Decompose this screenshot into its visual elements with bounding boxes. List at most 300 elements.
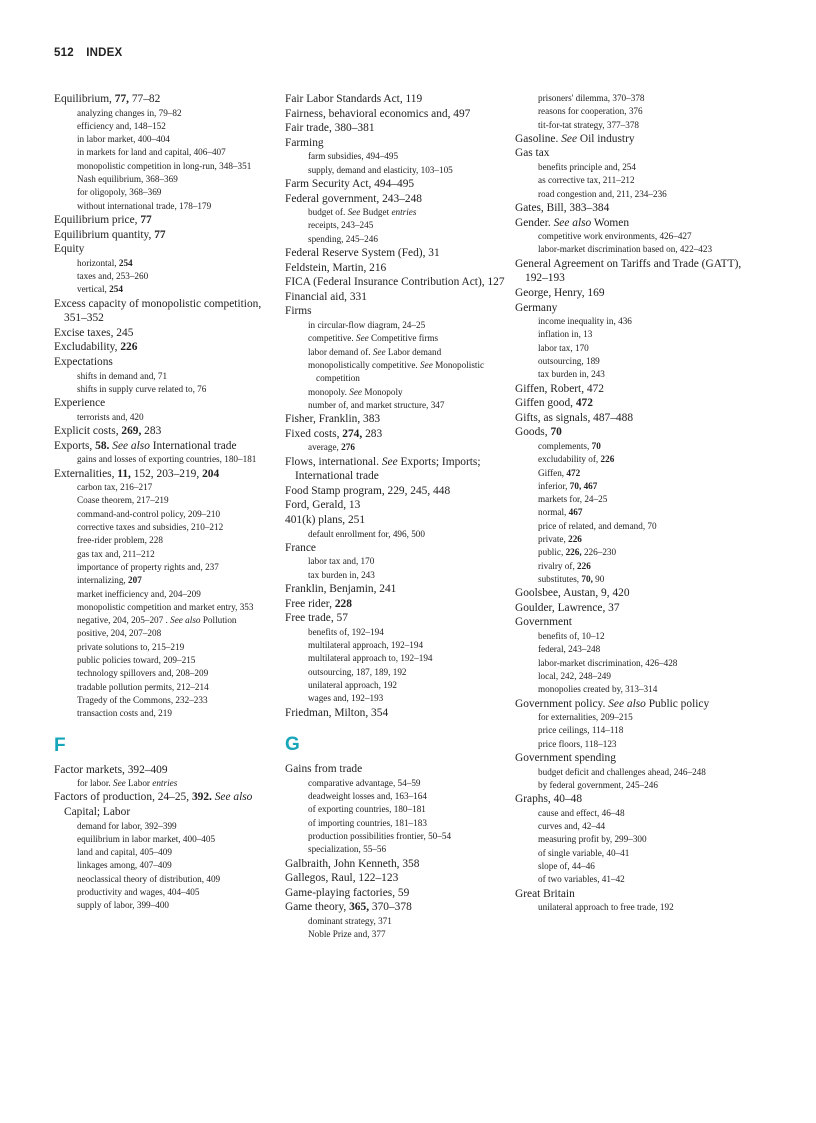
entry-term: of importing countries, 181–183 xyxy=(308,817,427,828)
entry-term: carbon tax, 216–217 xyxy=(77,482,153,493)
entry-term: for externalities, 209–215 xyxy=(538,712,633,723)
index-subentry xyxy=(54,283,266,296)
index-subentry xyxy=(285,555,505,568)
entry-term: Explicit costs, xyxy=(54,425,122,438)
entry-term: labor tax and, 170 xyxy=(308,556,375,567)
index-subentry xyxy=(54,707,266,720)
index-subentry xyxy=(54,548,266,561)
entry-pages: 77 xyxy=(140,213,152,226)
entry-term: Food Stamp program, 229, 245, 448 xyxy=(285,484,451,497)
index-subentry xyxy=(285,915,505,928)
entry-pages: See Budget entries xyxy=(347,207,417,218)
entry-term: tax burden in, 243 xyxy=(538,369,605,380)
entry-pages: 228 xyxy=(334,597,352,610)
entry-pages: See Oil industry xyxy=(561,132,635,145)
index-entry xyxy=(515,425,747,440)
entry-term: in circular-flow diagram, 24–25 xyxy=(308,320,426,331)
entry-term: corrective taxes and subsidies, 210–212 xyxy=(77,522,224,533)
index-entry xyxy=(54,424,266,439)
entry-pages: 226 xyxy=(568,534,582,545)
entry-term: George, Henry, 169 xyxy=(515,286,605,299)
entry-term: as corrective tax, 211–212 xyxy=(538,175,635,186)
index-entry xyxy=(54,297,266,326)
entry-term: Gas tax xyxy=(515,147,550,160)
index-subentry xyxy=(515,657,747,670)
index-subentry xyxy=(285,639,505,652)
entry-term: benefits principle and, 254 xyxy=(538,162,636,173)
entry-term: in markets for land and capital, 406–407 xyxy=(77,147,226,158)
entry-term: tax burden in, 243 xyxy=(308,569,375,580)
page-number: 512 xyxy=(54,47,74,59)
index-entry xyxy=(285,900,505,915)
entry-term: default enrollment for, 496, 500 xyxy=(308,528,425,539)
index-entry xyxy=(285,706,505,721)
index-subentry xyxy=(54,833,266,846)
index-subentry xyxy=(515,480,747,493)
entry-pages: 207 xyxy=(128,575,142,586)
entry-term: Experience xyxy=(54,397,106,410)
entry-term: in labor market, 400–404 xyxy=(77,134,170,145)
entry-term: price floors, 118–123 xyxy=(538,738,617,749)
entry-term: Giffen good, xyxy=(515,397,576,410)
index-entry xyxy=(285,275,505,290)
index-subentry xyxy=(285,332,505,345)
index-subentry xyxy=(285,790,505,803)
entry-pages: See Labor demand xyxy=(372,346,442,357)
index-subentry xyxy=(515,820,747,833)
entry-term: comparative advantage, 54–59 xyxy=(308,777,421,788)
index-subentry xyxy=(285,359,505,386)
entry-term: by federal government, 245–246 xyxy=(538,779,658,790)
entry-term: Gasoline. xyxy=(515,132,562,145)
index-subentry xyxy=(54,257,266,270)
index-subentry xyxy=(54,820,266,833)
entry-term: Free trade, 57 xyxy=(285,612,348,625)
index-entry xyxy=(515,301,747,316)
entry-term: road congestion and, 211, 234–236 xyxy=(538,188,667,199)
entry-term: supply, demand and elasticity, 103–105 xyxy=(308,164,453,175)
index-subentry xyxy=(54,846,266,859)
index-subentry xyxy=(285,150,505,163)
entry-term: equilibrium in labor market, 400–405 xyxy=(77,833,216,844)
entry-pages: 70, 90 xyxy=(581,573,605,584)
running-header xyxy=(54,47,122,59)
entry-term: productivity and wages, 404–405 xyxy=(77,887,200,898)
index-subentry xyxy=(54,481,266,494)
entry-term: transaction costs and, 219 xyxy=(77,708,172,719)
entry-pages: 392. See also Capital; Labor xyxy=(64,791,253,818)
index-subentry xyxy=(54,873,266,886)
entry-term: spending, 245–246 xyxy=(308,233,378,244)
index-subentry xyxy=(515,493,747,506)
index-subentry xyxy=(54,777,266,790)
index-subentry xyxy=(285,803,505,816)
entry-term: budget deficit and challenges ahead, 246–248 xyxy=(538,766,706,777)
entry-term: technology spillovers and, 208–209 xyxy=(77,668,209,679)
entry-term: Tragedy of the Commons, 232–233 xyxy=(77,694,208,705)
entry-term: analyzing changes in, 79–82 xyxy=(77,107,182,118)
entry-term: of two variables, 41–42 xyxy=(538,874,625,885)
entry-term: terrorists and, 420 xyxy=(77,411,144,422)
entry-term: income inequality in, 436 xyxy=(538,316,632,327)
index-subentry xyxy=(54,107,266,120)
entry-pages: 226 xyxy=(120,341,138,354)
entry-pages: 77, 77–82 xyxy=(114,93,161,105)
index-subentry xyxy=(515,161,747,174)
entry-term: Graphs, 40–48 xyxy=(515,793,583,806)
entry-term: Federal Reserve System (Fed), 31 xyxy=(285,247,440,260)
index-subentry xyxy=(515,560,747,573)
entry-term: Fair trade, 380–381 xyxy=(285,122,375,135)
index-subentry xyxy=(54,667,266,680)
index-subentry xyxy=(54,614,266,627)
entry-term: Great Britain xyxy=(515,887,575,900)
entry-term: shifts in supply curve related to, 76 xyxy=(77,383,207,394)
index-entry xyxy=(515,146,747,161)
entry-term: private, xyxy=(538,534,569,545)
index-subentry xyxy=(285,692,505,705)
entry-term: of single variable, 40–41 xyxy=(538,847,630,858)
index-subentry xyxy=(515,440,747,453)
entry-term: Gates, Bill, 383–384 xyxy=(515,201,610,214)
index-subentry xyxy=(285,830,505,843)
entry-term: negative, 204, 205–207 . xyxy=(77,615,171,626)
index-entry xyxy=(285,136,505,151)
entry-term: horizontal, xyxy=(77,257,119,268)
index-subentry xyxy=(515,833,747,846)
index-subentry xyxy=(54,641,266,654)
entry-term: number of, and market structure, 347 xyxy=(308,399,445,410)
entry-term: Goods, xyxy=(515,426,551,439)
entry-term: farm subsidies, 494–495 xyxy=(308,151,399,162)
index-subentry xyxy=(285,346,505,359)
entry-term: monopoly. xyxy=(308,386,350,397)
index-subentry xyxy=(54,899,266,912)
index-entry xyxy=(54,242,266,257)
index-entry xyxy=(285,121,505,136)
entry-term: tradable pollution permits, 212–214 xyxy=(77,681,209,692)
entry-term: measuring profit by, 299–300 xyxy=(538,834,647,845)
header-title: INDEX xyxy=(86,47,123,59)
entry-pages: See Monopoly xyxy=(349,386,403,397)
index-subentry xyxy=(54,494,266,507)
index-subentry xyxy=(54,370,266,383)
index-subentry xyxy=(515,243,747,256)
index-subentry xyxy=(54,694,266,707)
entry-term: Friedman, Milton, 354 xyxy=(285,706,389,719)
entry-term: Nash equilibrium, 368–369 xyxy=(77,174,178,185)
entry-term: Flows, international. xyxy=(285,455,382,468)
entry-term: outsourcing, 187, 189, 192 xyxy=(308,666,407,677)
index-entry xyxy=(285,290,505,305)
index-column-3 xyxy=(515,92,747,914)
index-subentry xyxy=(285,164,505,177)
entry-term: Goulder, Lawrence, 37 xyxy=(515,601,620,614)
index-subentry xyxy=(285,233,505,246)
entry-term: Excise taxes, 245 xyxy=(54,326,134,339)
entry-term: multilateral approach to, 192–194 xyxy=(308,653,433,664)
entry-term: shifts in demand and, 71 xyxy=(77,370,168,381)
index-subentry xyxy=(285,569,505,582)
entry-term: monopolies created by, 313–314 xyxy=(538,684,658,695)
entry-term: public policies toward, 209–215 xyxy=(77,655,196,666)
index-subentry xyxy=(54,173,266,186)
index-entry xyxy=(515,615,747,630)
index-subentry xyxy=(54,561,266,574)
entry-term: Equilibrium, xyxy=(54,93,115,105)
entry-term: labor demand of. xyxy=(308,346,373,357)
index-entry xyxy=(515,382,747,397)
index-subentry xyxy=(515,92,747,105)
entry-term: Germany xyxy=(515,301,558,314)
entry-term: substitutes, xyxy=(538,573,582,584)
index-entry xyxy=(515,201,747,216)
index-subentry xyxy=(54,588,266,601)
index-entry xyxy=(285,611,505,626)
index-subentry xyxy=(515,453,747,466)
entry-term: inferior, xyxy=(538,480,570,491)
section-letter: F xyxy=(54,734,66,756)
entry-term: internalizing, xyxy=(77,575,129,586)
entry-term: Government spending xyxy=(515,752,616,764)
entry-term: reasons for cooperation, 376 xyxy=(538,106,643,117)
index-entry xyxy=(515,601,747,616)
index-entry xyxy=(54,355,266,370)
index-subentry xyxy=(515,230,747,243)
index-subentry xyxy=(285,817,505,830)
entry-term: market inefficiency and, 204–209 xyxy=(77,588,201,599)
entry-pages: See also Public policy xyxy=(608,697,710,710)
entry-term: command-and-control policy, 209–210 xyxy=(77,508,221,519)
index-subentry xyxy=(54,508,266,521)
entry-term: price ceilings, 114–118 xyxy=(538,725,624,736)
entry-term: labor-market discrimination based on, 422–423 xyxy=(538,244,713,255)
entry-term: inflation in, 13 xyxy=(538,329,593,340)
entry-term: local, 242, 248–249 xyxy=(538,670,611,681)
entry-term: Federal government, 243–248 xyxy=(285,192,422,205)
index-subentry xyxy=(515,328,747,341)
entry-pages: 70, 467 xyxy=(569,480,598,491)
entry-term: labor tax, 170 xyxy=(538,342,589,353)
index-entry xyxy=(285,261,505,276)
index-entry xyxy=(285,427,505,442)
index-entry xyxy=(285,871,505,886)
index-subentry xyxy=(515,847,747,860)
index-entry xyxy=(285,857,505,872)
entry-term: 401(k) plans, 251 xyxy=(285,513,366,526)
index-subentry xyxy=(54,654,266,667)
entry-pages: 274, 283 xyxy=(342,427,383,440)
index-subentry xyxy=(285,441,505,454)
entry-pages: 254 xyxy=(109,284,123,295)
entry-pages: See Competitive firms xyxy=(355,333,439,344)
index-subentry xyxy=(285,843,505,856)
entry-term: Ford, Gerald, 13 xyxy=(285,499,361,512)
index-entry xyxy=(54,396,266,411)
index-entry xyxy=(54,340,266,355)
entry-term: Factor markets, 392–409 xyxy=(54,763,168,776)
entry-term: demand for labor, 392–399 xyxy=(77,820,177,831)
entry-term: competitive work environments, 426–427 xyxy=(538,231,692,242)
entry-term: supply of labor, 399–400 xyxy=(77,900,170,911)
index-column-2 xyxy=(285,92,505,942)
entry-term: Farm Security Act, 494–495 xyxy=(285,177,415,190)
entry-term: deadweight losses and, 163–164 xyxy=(308,791,427,802)
index-entry xyxy=(515,586,747,601)
index-column-1 xyxy=(54,92,266,913)
index-subentry xyxy=(515,683,747,696)
entry-pages: 11, 152, 203–219, 204 xyxy=(117,467,220,480)
index-subentry xyxy=(515,368,747,381)
entry-pages: 254 xyxy=(118,257,133,268)
entry-term: competitive. xyxy=(308,333,356,344)
index-entry xyxy=(54,439,266,454)
index-subentry xyxy=(515,779,747,792)
entry-term: vertical, xyxy=(77,284,110,295)
entry-term: linkages among, 407–409 xyxy=(77,860,172,871)
index-subentry xyxy=(285,219,505,232)
entry-term: curves and, 42–44 xyxy=(538,821,606,832)
entry-term: Game-playing factories, 59 xyxy=(285,886,410,899)
index-subentry xyxy=(285,777,505,790)
index-subentry xyxy=(54,133,266,146)
entry-pages: 365, 370–378 xyxy=(349,901,412,914)
entry-term: Gender. xyxy=(515,216,554,229)
index-entry xyxy=(515,697,747,712)
index-subentry xyxy=(54,627,266,640)
index-entry xyxy=(54,467,266,482)
entry-term: Galbraith, John Kenneth, 358 xyxy=(285,857,420,870)
index-entry xyxy=(285,192,505,207)
index-subentry xyxy=(515,506,747,519)
entry-term: excludability of, xyxy=(538,454,601,465)
entry-pages: 472 xyxy=(566,467,581,478)
index-subentry xyxy=(515,807,747,820)
entry-pages: See also Women xyxy=(553,216,630,229)
index-subentry xyxy=(54,186,266,199)
entry-term: tit-for-tat strategy, 377–378 xyxy=(538,119,640,130)
entry-term: Factors of production, 24–25, xyxy=(54,791,192,804)
index-subentry xyxy=(515,188,747,201)
index-subentry xyxy=(54,270,266,283)
entry-term: specialization, 55–56 xyxy=(308,844,387,855)
index-entry xyxy=(515,887,747,902)
entry-term: Excludability, xyxy=(54,341,121,354)
entry-pages: See also Pollution xyxy=(170,615,237,626)
entry-term: Goolsbee, Austan, 9, 420 xyxy=(515,587,630,600)
entry-term: positive, 204, 207–208 xyxy=(77,628,162,639)
index-entry xyxy=(285,177,505,192)
entry-pages: 58. See also International trade xyxy=(95,439,237,452)
entry-term: budget of. xyxy=(308,207,348,218)
index-subentry xyxy=(515,573,747,586)
index-subentry xyxy=(515,738,747,751)
entry-term: Game theory, xyxy=(285,901,350,914)
entry-term: General Agreement on Tariffs and Trade (GATT), 192–193 xyxy=(515,257,742,285)
index-subentry xyxy=(54,160,266,173)
index-entry xyxy=(515,286,747,301)
entry-term: federal, 243–248 xyxy=(538,644,601,655)
index-entry xyxy=(515,132,747,147)
index-subentry xyxy=(54,534,266,547)
index-subentry xyxy=(285,626,505,639)
entry-term: neoclassical theory of distribution, 409 xyxy=(77,873,221,884)
entry-term: dominant strategy, 371 xyxy=(308,915,392,926)
entry-term: without international trade, 178–179 xyxy=(77,200,212,211)
entry-pages: 472 xyxy=(575,397,593,410)
entry-term: Gifts, as signals, 487–488 xyxy=(515,411,634,424)
index-subentry xyxy=(515,901,747,914)
entry-term: receipts, 243–245 xyxy=(308,220,374,231)
entry-pages: 226 xyxy=(600,454,615,465)
index-subentry xyxy=(285,399,505,412)
index-subentry xyxy=(515,711,747,724)
index-subentry xyxy=(285,206,505,219)
entry-term: wages and, 192–193 xyxy=(308,693,384,704)
index-subentry xyxy=(515,766,747,779)
entry-term: gains and losses of exporting countries, 180–181 xyxy=(77,454,257,465)
entry-pages: 226 xyxy=(577,560,591,571)
entry-term: cause and effect, 46–48 xyxy=(538,807,625,818)
index-subentry xyxy=(515,533,747,546)
index-subentry xyxy=(54,601,266,614)
index-subentry xyxy=(515,119,747,132)
entry-term: monopolistic competition and market entry, 353 xyxy=(77,601,254,612)
index-subentry xyxy=(54,886,266,899)
index-subentry xyxy=(285,319,505,332)
entry-term: public, xyxy=(538,547,566,558)
index-subentry xyxy=(54,411,266,424)
section-letter: G xyxy=(285,734,300,756)
index-subentry xyxy=(515,724,747,737)
index-entry xyxy=(285,246,505,261)
index-subentry xyxy=(285,652,505,665)
entry-term: of exporting countries, 180–181 xyxy=(308,804,426,815)
entry-term: Coase theorem, 217–219 xyxy=(77,495,169,506)
index-entry xyxy=(54,326,266,341)
index-subentry xyxy=(54,200,266,213)
entry-term: Farming xyxy=(285,136,324,149)
index-subentry xyxy=(285,386,505,399)
index-subentry xyxy=(515,342,747,355)
index-subentry xyxy=(515,546,747,559)
index-entry xyxy=(285,582,505,597)
entry-term: prisoners' dilemma, 370–378 xyxy=(538,93,645,103)
entry-term: Exports, xyxy=(54,439,96,452)
index-entry xyxy=(285,513,505,528)
entry-term: for oligopoly, 368–369 xyxy=(77,187,162,198)
entry-term: private solutions to, 215–219 xyxy=(77,641,185,652)
index-subentry xyxy=(285,528,505,541)
index-subentry xyxy=(54,146,266,159)
entry-term: Giffen, xyxy=(538,467,567,478)
entry-term: unilateral approach, 192 xyxy=(308,680,398,690)
entry-term: Equilibrium price, xyxy=(54,213,141,226)
index-subentry xyxy=(515,670,747,683)
index-entry xyxy=(285,498,505,513)
index-subentry xyxy=(285,666,505,679)
index-subentry xyxy=(515,105,747,118)
entry-term: Government xyxy=(515,616,572,629)
entry-pages: 70 xyxy=(550,426,562,439)
index-entry xyxy=(285,92,505,107)
index-entry xyxy=(285,541,505,556)
entry-term: for labor. xyxy=(77,778,113,789)
index-subentry xyxy=(515,315,747,328)
index-subentry xyxy=(515,860,747,873)
index-entry xyxy=(285,484,505,499)
index-entry xyxy=(285,412,505,427)
